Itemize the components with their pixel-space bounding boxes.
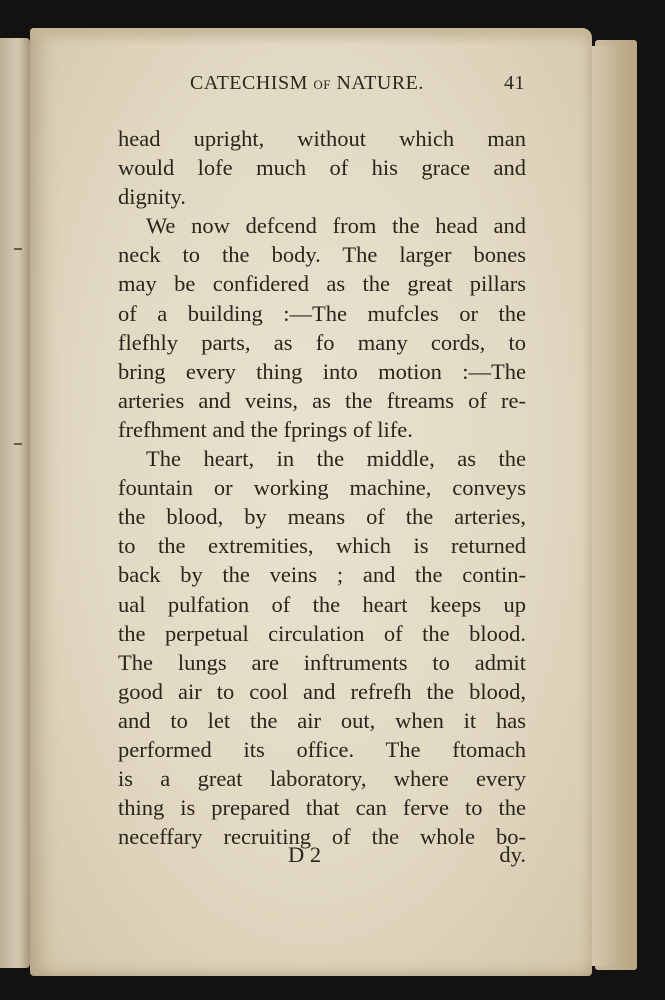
text-line: performed its office. The ftomach — [118, 736, 526, 762]
page-footer — [118, 842, 526, 872]
text-line: head upright, without which man — [118, 126, 526, 151]
text-line: neceffary recruiting of the whole bo- — [118, 824, 526, 850]
text-line: ual pulfation of the heart keeps up — [118, 591, 526, 617]
margin-mark — [14, 248, 22, 260]
text-line: bring every thing into motion :—The — [118, 358, 526, 384]
text-line: the perpetual circulation of the blood. — [118, 620, 526, 646]
text-line: neck to the body. The larger bones — [118, 242, 526, 268]
text-line: and to let the air out, when it has — [118, 707, 526, 733]
margin-mark — [14, 443, 22, 455]
body-text — [118, 124, 526, 851]
text-line: The heart, in the middle, as the — [146, 446, 526, 472]
title-small: OF — [313, 77, 331, 92]
text-line: good air to cool and refrefh the blood, — [118, 678, 526, 704]
text-line: of a building :—The mufcles or the — [118, 300, 526, 326]
page-stack-edge — [588, 46, 618, 966]
book-page — [30, 28, 592, 976]
text-line: frefhment and the fprings of life. — [118, 416, 413, 442]
text-line: the blood, by means of the arteries, — [118, 504, 526, 530]
text-line: The lungs are inftruments to admit — [118, 649, 526, 675]
title-end: NATURE. — [336, 72, 424, 94]
text-line: thing is prepared that can ferve to the — [118, 795, 526, 821]
text-line: flefhly parts, as fo many cords, to — [118, 329, 526, 355]
page-top-edge — [30, 28, 592, 44]
text-line: back by the veins ; and the contin- — [118, 562, 526, 588]
page-number: 41 — [504, 72, 525, 94]
text-line: to the extremities, which is returned — [118, 533, 526, 559]
text-line: fountain or working machine, conveys — [118, 475, 526, 501]
text-line: may be confidered as the great pillars — [118, 271, 526, 297]
signature-mark: D 2 — [288, 842, 322, 867]
text-line: dignity. — [118, 184, 186, 210]
facing-page-edge — [0, 38, 30, 968]
text-line: arteries and veins, as the ftreams of re- — [118, 387, 526, 413]
running-header — [30, 72, 592, 102]
title-main: CATECHISM — [190, 72, 308, 94]
text-line: We now defcend from the head and — [146, 213, 526, 239]
text-line: would lofe much of his grace and — [118, 155, 526, 181]
text-line: is a great laboratory, where every — [118, 766, 526, 792]
catchword: dy. — [499, 842, 526, 867]
running-title — [190, 72, 424, 95]
